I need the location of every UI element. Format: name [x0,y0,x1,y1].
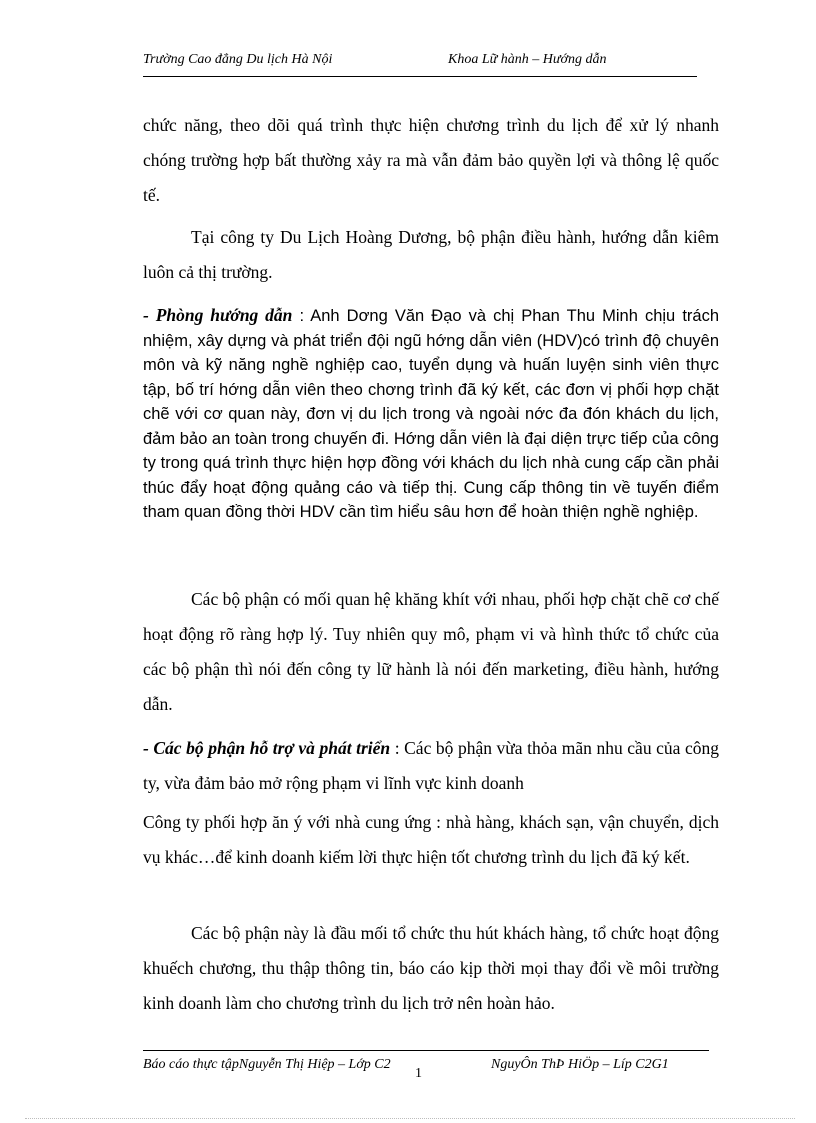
header-department: Khoa Lữ hành – Hướng dẫn [448,52,607,67]
paragraph-7: Các bộ phận này là đầu mối tổ chức thu hút khách hàng, tổ chức hoạt động khuếch chương, thu thập thông tin, báo cáo kịp thời mọi thay đổi về môi trường kinh doanh làm cho chương trình du lịch trở nên hoàn hảo. [143,923,719,1013]
paragraph-support-departments [143,731,719,801]
paragraph-4: Các bộ phận có mối quan hệ khăng khít với nhau, phối hợp chặt chẽ cơ chế hoạt động rõ ràng hợp lý. Tuy nhiên quy mô, phạm vi và hình thức tổ chức của các bộ phận thì nói đến công ty lữ hành là nói đến marketing, điều hành, hướng dẫn. [143,589,719,714]
section-label-support: - Các bộ phận hỗ trợ và phát triển [143,738,391,758]
footer-author: NguyÔn ThÞ HiÖp – Líp C2G1 [491,1057,669,1072]
paragraph-guide-text: : Anh Dơng Văn Đạo và chị Phan Thu Minh chịu trách nhiệm, xây dựng và phát triển đội ngũ hớng dẫn viên (HDV)có trình độ chuyên môn và kỹ năng nghề nghiệp cao, tuyển dụng và huấn luyện sinh viên thực tập, bố trí hớng dẫn viên theo chơng trình đã ký kết, các đơn vị phối hợp chặt chẽ với cơ quan này, đơn vị du lịch trong và ngoài nớc đa đón khách du lịch, đảm bảo an toàn trong chuyến đi. Hớng dẫn viên là đại diện trực tiếp của công ty trong quá trình thực hiện hợp đồng với khách du lịch nhà cung cấp cần phải thúc đẩy hoạt động quảng cáo và tiếp thị. Cung cấp thông tin về tuyến điểm tham quan đồng thời HDV cần tìm hiểu sâu hơn để hoàn thiện nghề nghiệp. [143,307,719,521]
section-label-guide: - Phòng hướng dẫn [143,305,293,325]
paragraph-2: Tại công ty Du Lịch Hoàng Dương, bộ phận điều hành, hướng dẫn kiêm luôn cả thị trường. [143,227,719,282]
paragraph-guide-department [143,303,719,525]
page-number: 1 [415,1066,422,1081]
paragraph-1: chức năng, theo dõi quá trình thực hiện chương trình du lịch để xử lý nhanh chóng trường hợp bất thường xảy ra mà vẫn đảm bảo quyền lợi và thông lệ quốc tế. [143,115,719,205]
page-header [143,50,697,77]
header-school-name: Trường Cao đẳng Du lịch Hà Nội [143,52,333,67]
page-bottom-divider [25,1118,795,1119]
footer-report-title: Báo cáo thực tậpNguyễn Thị Hiệp – Lớp C2 [143,1057,391,1072]
paragraph-support-text: : Các bộ phận vừa thỏa mãn nhu cầu của công ty, vừa đảm bảo mở rộng phạm vi lĩnh vực kinh doanh [143,738,719,793]
page-footer [143,1050,709,1081]
paragraph-6: Công ty phối hợp ăn ý với nhà cung ứng : nhà hàng, khách sạn, vận chuyển, dịch vụ khác…để kinh doanh kiếm lời thực hiện tốt chương trình du lịch đã ký kết. [143,812,719,867]
